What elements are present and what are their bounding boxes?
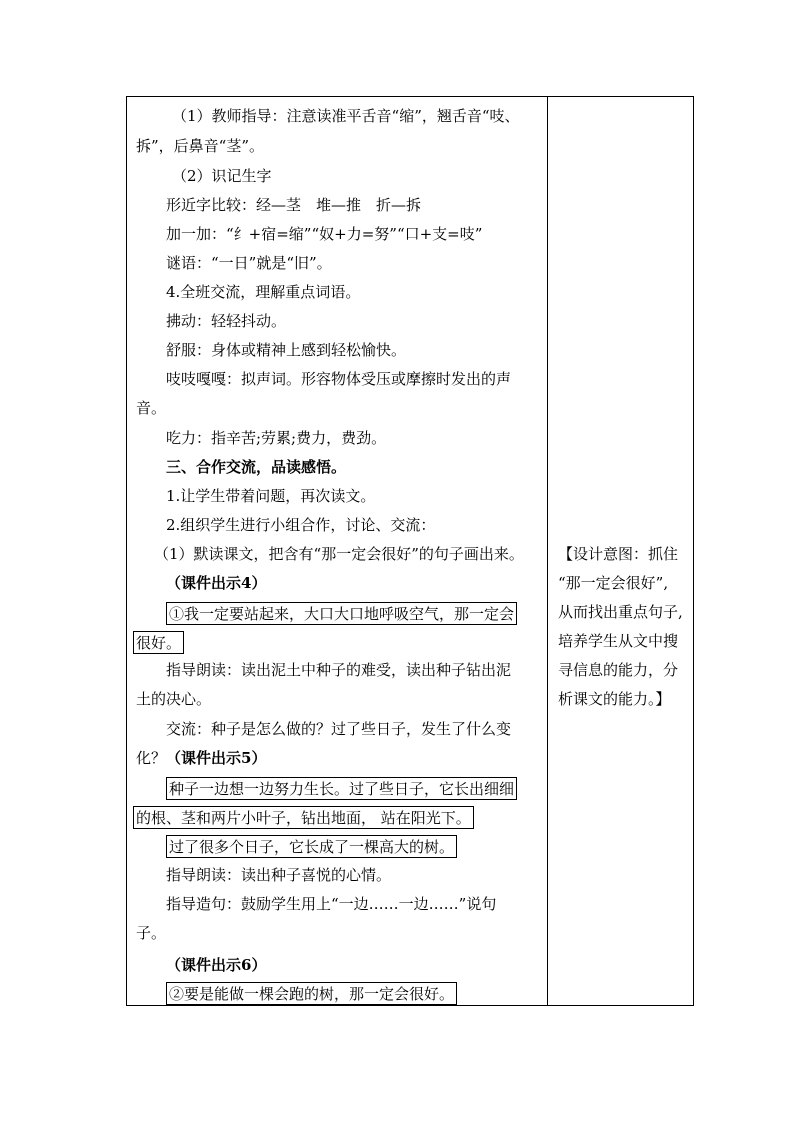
- text-fragment: 化？: [136, 749, 167, 767]
- design-intent-line: 培养学生从文中搜: [558, 632, 679, 650]
- design-intent-line: 析课文的能力。】: [558, 690, 671, 708]
- design-intent-line: “那一定会很好”,: [558, 574, 669, 592]
- text-line: 拆”，后鼻音“茎”。: [136, 137, 265, 155]
- slide-label: （课件出示6）: [166, 956, 267, 974]
- text-line: 形近字比较：经—茎 堆—推 折—拆: [166, 196, 422, 214]
- text-line: 交流：种子是怎么做的？过了些日子，发生了什么变: [166, 720, 512, 738]
- text-line: 舒服：身体或精神上感到轻松愉快。: [166, 341, 407, 359]
- text-line: 2.组织学生进行小组合作，讨论、交流：: [166, 516, 436, 534]
- text-line: 4.全班交流，理解重点词语。: [166, 283, 361, 301]
- design-intent-line: 从而找出重点句子,: [558, 603, 683, 621]
- text-line: 指导朗读：读出泥土中种子的难受，读出种子钻出泥: [166, 661, 512, 679]
- text-line: （2）识记生字: [172, 167, 272, 185]
- lesson-table: [126, 96, 694, 1006]
- design-intent-line: 寻信息的能力，分: [558, 661, 679, 679]
- text-line: 吱吱嘎嘎：拟声词。形容物体受压或摩擦时发出的声: [166, 370, 512, 388]
- text-line: 音。: [136, 399, 167, 417]
- text-line: 1.让学生带着问题，再次读文。: [166, 487, 376, 505]
- text-line: 子。: [136, 924, 167, 942]
- boxed-sentence: 很好。: [133, 631, 184, 654]
- teaching-process-column: [127, 97, 547, 1005]
- section-heading: 三、合作交流，品读感悟。: [166, 458, 347, 476]
- text-line: （1）默读课文，把含有“那一定会很好”的句子画出来。: [154, 545, 524, 563]
- text-line: 加一加：“纟+宿=缩”“奴+力=努”“口+支=吱”: [166, 225, 483, 243]
- boxed-sentence: 的根、茎和两片小叶子，钻出地面， 站在阳光下。: [133, 806, 474, 829]
- text-line: 指导造句：鼓励学生用上“一边……一边……”说句: [166, 895, 497, 913]
- boxed-sentence: 种子一边想一边努力生长。过了些日子，它长出细细: [166, 777, 517, 800]
- text-line: 拂动：轻轻抖动。: [166, 312, 287, 330]
- slide-label: （课件出示4）: [166, 574, 267, 592]
- text-line: （1）教师指导：注意读准平舌音“缩”，翘舌音“吱、: [172, 107, 520, 125]
- text-line: 土的决心。: [136, 690, 212, 708]
- boxed-sentence: 过了很多个日子，它长成了一棵高大的树。: [166, 835, 457, 858]
- text-line: 谜语：“一日”就是“旧”。: [166, 254, 332, 272]
- design-intent-line: 【设计意图：抓住: [558, 545, 679, 563]
- text-line: 吃力：指辛苦;劳累;费力，费劲。: [166, 429, 387, 447]
- slide-label: （课件出示5）: [166, 749, 267, 767]
- design-intent-column: [548, 97, 694, 1005]
- boxed-sentence: ②要是能做一棵会跑的树，那一定会很好。: [166, 982, 457, 1005]
- text-line: 指导朗读：读出种子喜悦的心情。: [166, 866, 392, 884]
- boxed-sentence: ①我一定要站起来，大口大口地呼吸空气，那一定会: [166, 602, 517, 625]
- text-line: [136, 748, 266, 768]
